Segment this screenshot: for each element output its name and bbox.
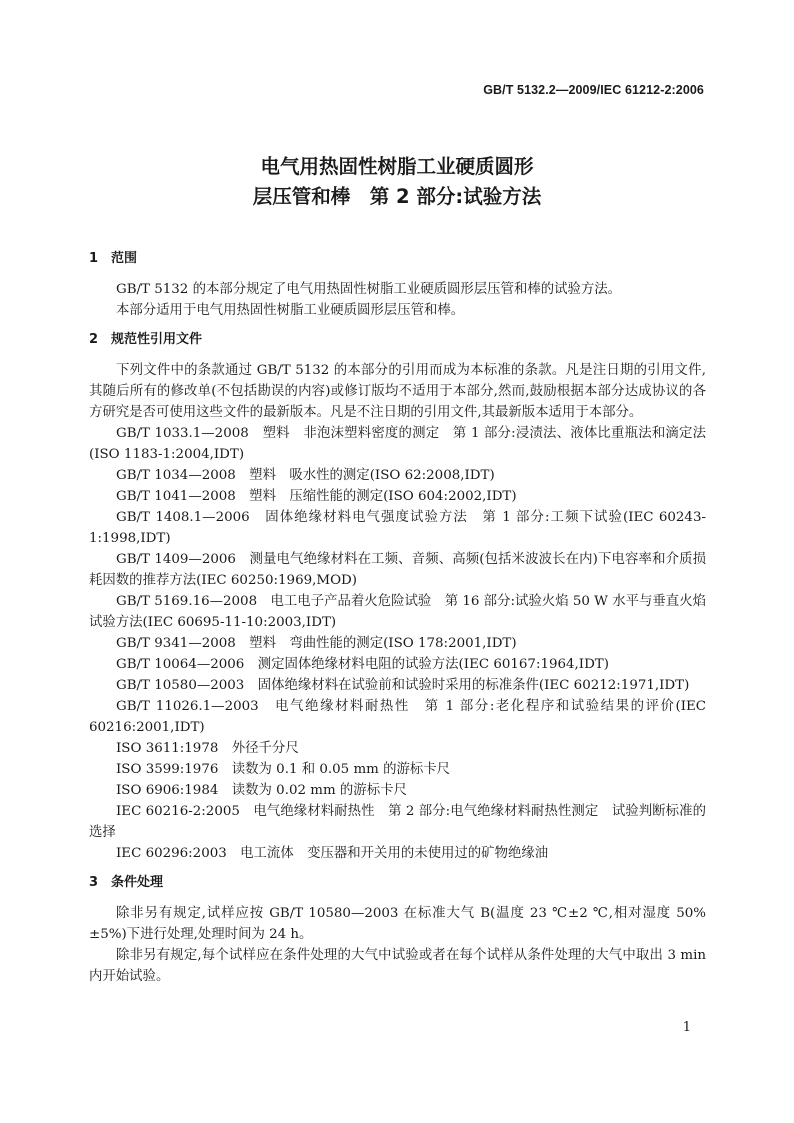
reference-item: ISO 6906:1984 读数为 0.02 mm 的游标卡尺 — [116, 783, 407, 798]
document-title — [0, 152, 794, 212]
reference-item: IEC 60216-2:2005 电气绝缘材料耐热性 第 2 部分:电气绝缘材料耐热性测定 试验判断标准的选择 — [89, 804, 706, 840]
section-number: 2 — [89, 332, 99, 347]
reference-item: GB/T 10064—2006 测定固体绝缘材料电阻的试验方法(IEC 60167:1964,IDT) — [116, 657, 609, 672]
section-number: 1 — [89, 251, 99, 266]
paragraph: 除非另有规定,每个试样应在条件处理的大气中试验或者在每个试样从条件处理的大气中取出 3 min 内开始试验。 — [89, 948, 706, 984]
reference-item: GB/T 1409—2006 测量电气绝缘材料在工频、音频、高频(包括米波波长在内)下电容率和介质损耗因数的推荐方法(IEC 60250:1969,MOD) — [89, 552, 706, 588]
reference-item: GB/T 1033.1—2008 塑料 非泡沫塑料密度的测定 第 1 部分:浸渍法、液体比重瓶法和滴定法(ISO 1183-1:2004,IDT) — [89, 426, 706, 462]
standard-identifier: GB/T 5132.2—2009/IEC 61212-2:2006 — [483, 83, 704, 97]
reference-item: GB/T 9341—2008 塑料 弯曲性能的测定(ISO 178:2001,IDT) — [116, 636, 517, 651]
reference-item: GB/T 1041—2008 塑料 压缩性能的测定(ISO 604:2002,IDT) — [116, 489, 517, 504]
title-line-1: 电气用热固性树脂工业硬质圆形 — [260, 155, 534, 178]
paragraph: 除非另有规定,试样应按 GB/T 10580—2003 在标准大气 B(温度 23 ℃±2 ℃,相对湿度 50%±5%)下进行处理,处理时间为 24 h。 — [89, 906, 706, 942]
reference-item: IEC 60296:2003 电工流体 变压器和开关用的未使用过的矿物绝缘油 — [116, 846, 549, 861]
document-body — [89, 248, 706, 987]
reference-item: ISO 3599:1976 读数为 0.1 和 0.05 mm 的游标卡尺 — [116, 762, 451, 777]
reference-item: GB/T 1408.1—2006 固体绝缘材料电气强度试验方法 第 1 部分:工频下试验(IEC 60243-1:1998,IDT) — [89, 510, 706, 546]
reference-item: GB/T 5169.16—2008 电工电子产品着火危险试验 第 16 部分:试验火焰 50 W 水平与垂直火焰试验方法(IEC 60695-11-10:2003,IDT) — [89, 594, 706, 630]
section-conditioning-heading — [89, 872, 706, 893]
reference-item: GB/T 11026.1—2003 电气绝缘材料耐热性 第 1 部分:老化程序和试验结果的评价(IEC 60216:2001,IDT) — [89, 699, 706, 735]
section-title: 范围 — [111, 251, 138, 266]
reference-item: GB/T 10580—2003 固体绝缘材料在试验前和试验时采用的标准条件(IEC 60212:1971,IDT) — [116, 678, 690, 693]
reference-item: ISO 3611:1978 外径千分尺 — [116, 741, 299, 756]
section-title: 条件处理 — [111, 875, 164, 890]
page-number: 1 — [682, 1020, 691, 1035]
section-number: 3 — [89, 875, 99, 890]
reference-item: GB/T 1034—2008 塑料 吸水性的测定(ISO 62:2008,IDT) — [116, 468, 495, 483]
paragraph: GB/T 5132 的本部分规定了电气用热固性树脂工业硬质圆形层压管和棒的试验方法。 — [116, 282, 622, 297]
paragraph: 本部分适用于电气用热固性树脂工业硬质圆形层压管和棒。 — [116, 303, 465, 318]
references-intro: 下列文件中的条款通过 GB/T 5132 的本部分的引用而成为本标准的条款。凡是注日期的引用文件,其随后所有的修改单(不包括勘误的内容)或修订版均不适用于本部分,然而,鼓励根据本部分达成协议的各方研究是否可使用这些文件的最新版本。凡是不注日期的引用文件,其最新版本适用于本部分。 — [89, 363, 706, 420]
section-references-heading — [89, 329, 706, 350]
section-scope-heading — [89, 248, 706, 269]
title-line-2: 层压管和棒 第 2 部分:试验方法 — [252, 185, 542, 208]
section-title: 规范性引用文件 — [111, 332, 203, 347]
